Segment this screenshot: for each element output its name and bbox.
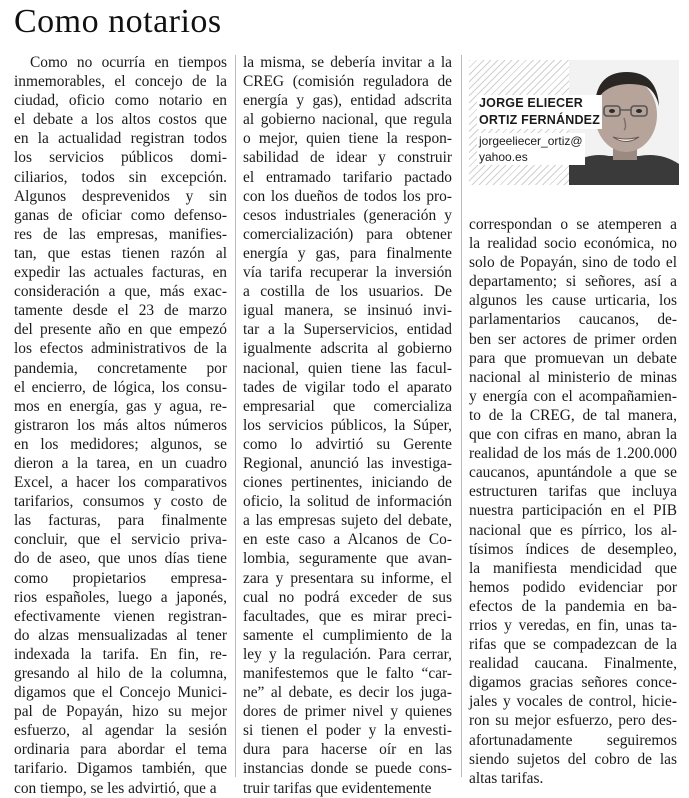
text-line: lombia, seguramente que avan- [243,550,452,568]
text-line: con tiempo, se les advirtió, que a [14,779,217,797]
text-line: los efectos administrativos de la [14,340,227,358]
text-line: esfuerzo, al agendar la sesión [14,722,227,740]
text-line: nuestra participación en el PIB [469,502,677,520]
author-email: jorgeeliecer_ortiz@ yahoo.es [479,134,583,164]
text-line: ron su mejor esfuerzo, pero des- [469,712,677,730]
text-line: cual no podrá exceder de sus [243,588,452,606]
text-line: ciones pertinentes, iniciando de [243,474,452,492]
text-line: parlamentarios caucanos, de- [469,311,677,329]
text-line: caucanos, apuntándole a que se [469,464,677,482]
text-line: ne” al debate, es decir los juga- [243,684,452,702]
text-line: cesos industriales (generación y [243,206,452,224]
text-line: nacional al ministerio de minas [469,368,677,386]
text-line: facultades, que es mirar preci- [243,607,452,625]
text-line: energía y gas, para finalmente [243,244,452,262]
text-line: rrios y veredas, en fin, unas ta- [469,616,677,634]
text-line: tamente desde el 23 de marzo [14,302,227,320]
text-line: a costilla de los usuarios. De [243,283,452,301]
text-line: ciliarios, todos sin excepción. [14,168,227,186]
text-line: en este caso a Alcanos de Co- [243,531,452,549]
text-line: el encierro, de lógica, los consu- [14,378,227,396]
text-line: que con cifras en mano, abran la [469,426,677,444]
text-line: instancias donde se puede cons- [243,760,452,778]
text-line: ordinaria para abordar el tema [14,741,227,759]
text-line: igual manera, se insinuó invi- [243,302,452,320]
text-line: como propietarios empresa- [14,569,227,587]
text-line: do de aseo, que unos días tiene [14,550,227,568]
text-line: nacional, quien tiene las facul- [243,359,452,377]
article-column-1 [14,53,227,798]
text-line: tar a la Superservicios, entidad [243,321,452,339]
text-line: indexada la tarifa. En fin, re- [14,645,227,663]
text-line: ganas de oficiar como defenso- [14,206,227,224]
text-line: tan, que estas tienen razón al [14,244,227,262]
text-line: o mejor, quien tiene la respon- [243,130,452,148]
text-line: dieron a la tarea, en un cuadro [14,454,227,472]
text-line: digamos gracias señores conce- [469,674,677,692]
text-line: consideración a que, más exac- [14,283,227,301]
text-line: nacional que es pírrico, los al- [469,521,677,539]
text-line: energía y gas), entidad adscrita [243,92,452,110]
text-line: ciudad, oficio como notario en [14,92,227,110]
text-line: como lo advirtió su Gerente [243,435,452,453]
article-title: Como notarios [14,3,222,40]
text-line: los servicios públicos domi- [14,149,227,167]
text-line: si tienen el poder y la envesti- [243,722,452,740]
text-line: la misma, se debería invitar a la [243,54,452,71]
text-line: estructuren tarifas que incluya [469,483,677,501]
text-line: Regional, anunció las investiga- [243,454,452,472]
text-line: las facturas, para finalmente [14,512,227,530]
text-line: hemos podido evidenciar por [469,578,677,596]
text-line: el entramado tarifario pactado [243,168,452,186]
text-line: siendo sujetos del cobro de las [469,750,677,768]
text-line: res de las empresas, manifies- [14,225,227,243]
text-line: al gobierno nacional, que regula [243,111,452,129]
text-line: realidad caucana. Finalmente, [469,655,677,673]
article-column-3 [469,215,677,788]
column-divider [235,55,236,777]
text-line: inmemorables, el concejo de la [14,73,227,91]
text-line: a las empresas sujeto del debate, [243,512,452,530]
text-line: to de la CREG, de tal manera, [469,406,677,424]
article-column-2 [243,53,452,798]
text-line: efectos de la pandemia en ba- [469,597,677,615]
text-line: zara y presentara su informe, el [243,569,452,587]
text-line: la manifiesta mendicidad que [469,559,677,577]
text-line: departamento; si señores, así a [469,273,677,291]
text-line: dura para hacerse oír en las [243,741,452,759]
author-box [469,60,679,185]
text-line: pandemia, concretamente por [14,359,227,377]
text-line: concluir, que el servicio priva- [14,531,227,549]
text-line: gistraron los más altos números [14,416,227,434]
text-line: tades de vigilar todo el aparato [243,378,452,396]
text-line: sabilidad de idear y construir [243,149,452,167]
text-line: vía tarifa recuperar la inversión [243,264,452,282]
text-line: CREG (comisión reguladora de [243,73,452,91]
text-line: Algunos desprevenidos y sin [14,187,227,205]
text-line: correspondan o se atemperen a [469,216,677,233]
text-line: tarifarios, consumos y costo de [14,493,227,511]
text-line: altas tarifas. [469,769,544,787]
text-line: ben ser actores de primer orden [469,330,677,348]
text-line: ley y la regulación. Para cerrar, [243,645,452,663]
text-line: do alzas mensualizadas al tener [14,626,227,644]
text-line: oficio, la solitud de información [243,493,452,511]
text-line: manifestemos que le falto “car- [243,665,452,682]
text-line: solo de Popayán, sino de todo el [469,254,677,272]
text-line: rifas que se compadezcan de la [469,636,677,654]
text-line: el debate a los altos costos que [14,111,227,129]
text-line: jales y vocales de control, hicie- [469,693,677,711]
text-line: para que promuevan un debate [469,349,677,367]
text-line: truir tarifas que evidentemente [243,779,432,797]
text-line: igualmente adscrita al gobierno [243,340,452,358]
text-line: la realidad socio económica, no [469,235,677,253]
text-line: algunos les cause urticaria, los [469,292,677,310]
text-line: comercialización) para obtener [243,225,452,243]
text-line: en la actualidad registran todos [14,130,227,148]
text-line: del presente año en que empezó [14,321,227,339]
author-name: JORGE ELIECER ORTIZ FERNÁNDEZ [479,96,601,127]
text-line: afortunadamente seguiremos [469,731,677,749]
text-line: y energía con el acompañamien- [469,387,677,405]
text-line: dores de primer nivel y quienes [243,703,452,721]
text-line: con los dueños de todos los pro- [243,187,452,205]
text-line: pal de Popayán, hizo su mejor [14,703,227,721]
text-line: mos en energía, gas y agua, re- [14,397,227,415]
text-line: en los medidores; algunos, se [14,435,227,453]
text-line: realidad de los más de 1.200.000 [469,445,677,463]
text-line: los servicios públicos, la Súper, [243,416,452,434]
text-line: rios españoles, luego a japonés, [14,588,227,606]
text-line: efectivamente vienen registran- [14,607,227,625]
column-divider [461,55,462,777]
text-line: gresando al hilo de la columna, [14,665,227,682]
text-line: tísimos índices de desempleo, [469,540,677,558]
text-line: Excel, a hacer los comparativos [14,474,227,492]
text-line: samente el cumplimiento de la [243,626,452,644]
text-line: Como no ocurría en tiempos [30,54,227,71]
text-line: expedir las actuales facturas, en [14,264,227,282]
text-line: tarifario. Digamos también, que [14,760,227,778]
text-line: empresarial que comercializa [243,397,452,415]
text-line: digamos que el Concejo Munici- [14,684,227,702]
